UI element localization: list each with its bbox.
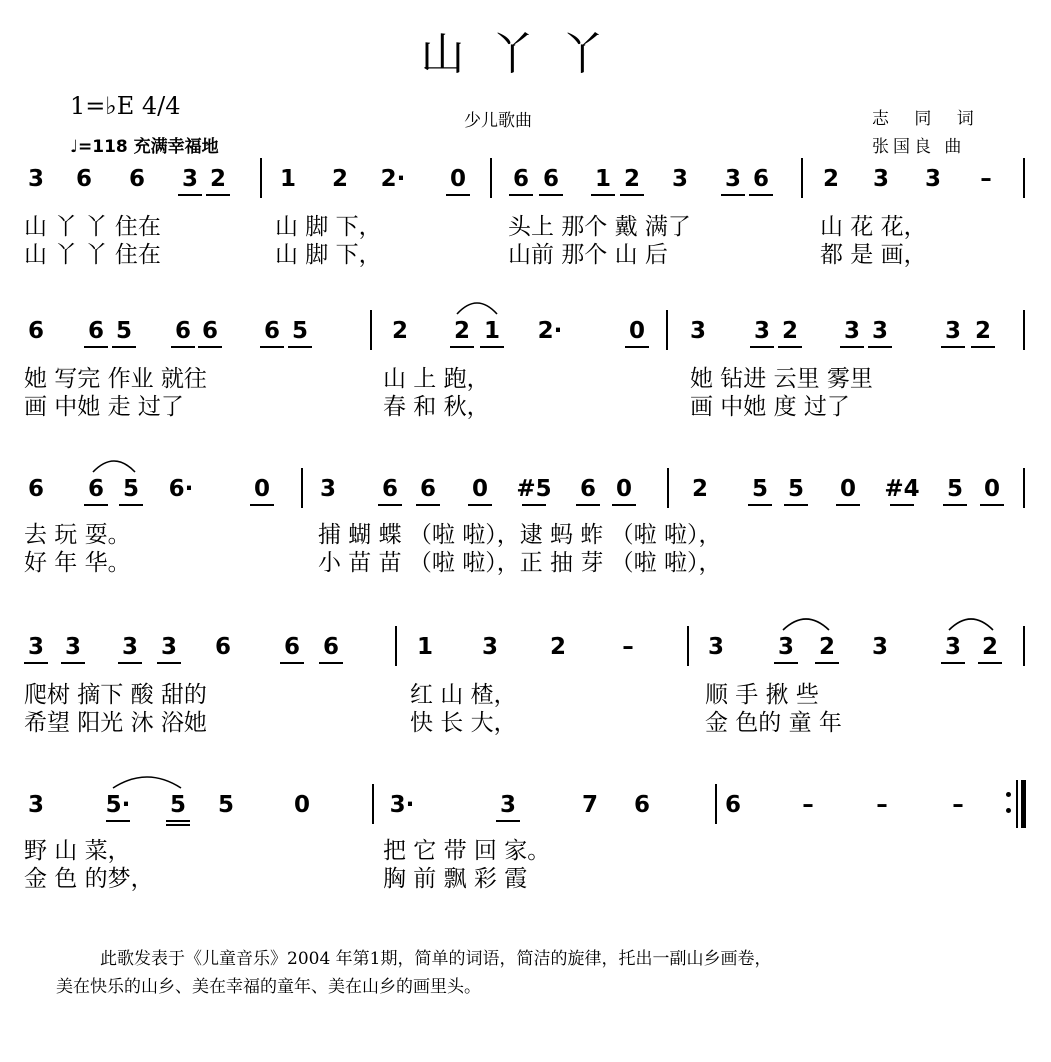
lyric-segment: 她 写完 作业 就往 bbox=[24, 366, 207, 392]
note: 3 bbox=[872, 166, 890, 192]
note: #4 bbox=[884, 476, 920, 502]
note: 6 bbox=[322, 634, 340, 660]
note: 3 bbox=[924, 166, 942, 192]
note: 2 bbox=[331, 166, 349, 192]
bar-line bbox=[260, 158, 262, 198]
note: 6 bbox=[381, 476, 399, 502]
underline-beam bbox=[721, 194, 745, 196]
note: 5 bbox=[169, 792, 187, 818]
note: 1 bbox=[416, 634, 434, 660]
tempo-marking: ♩=118 充满幸福地 bbox=[70, 137, 219, 157]
underline-beam bbox=[198, 346, 222, 348]
note: 6 bbox=[87, 476, 105, 502]
composer-credit: 张国良 曲 bbox=[872, 137, 966, 157]
note: 5 bbox=[217, 792, 235, 818]
note: 3 bbox=[944, 318, 962, 344]
slur bbox=[456, 298, 498, 316]
underline-beam bbox=[943, 504, 967, 506]
underline-beam bbox=[941, 662, 965, 664]
underline-beam bbox=[749, 194, 773, 196]
underline-beam bbox=[748, 504, 772, 506]
underline-beam bbox=[157, 662, 181, 664]
note: 6 bbox=[542, 166, 560, 192]
underline-beam bbox=[166, 820, 190, 822]
underline-beam bbox=[288, 346, 312, 348]
lyric-segment: 山 脚 下， bbox=[275, 242, 382, 268]
note: 2· bbox=[380, 166, 406, 192]
underline-beam bbox=[539, 194, 563, 196]
note: 6 bbox=[633, 792, 651, 818]
lyric-segment: 山 花 花， bbox=[820, 214, 927, 240]
lyricist-credit: 志 同 词 bbox=[872, 109, 984, 129]
lyric-segment: 顺 手 揪 些 bbox=[705, 682, 819, 708]
underline-beam bbox=[112, 346, 136, 348]
slur bbox=[92, 456, 136, 474]
lyric-segment: 胸 前 飘 彩 霞 bbox=[383, 866, 528, 892]
underline-beam bbox=[890, 504, 914, 506]
underline-beam bbox=[378, 504, 402, 506]
underline-beam bbox=[416, 504, 440, 506]
lyric-segment: 她 钻进 云里 雾里 bbox=[690, 366, 873, 392]
note: 3 bbox=[121, 634, 139, 660]
note: 3 bbox=[944, 634, 962, 660]
underline-beam bbox=[178, 194, 202, 196]
lyric-segment: 山 丫 丫 住在 bbox=[24, 242, 161, 268]
note: 2 bbox=[691, 476, 709, 502]
note: 2 bbox=[781, 318, 799, 344]
note: 5 bbox=[291, 318, 309, 344]
note: 2 bbox=[209, 166, 227, 192]
bar-line bbox=[370, 310, 372, 350]
slur bbox=[948, 614, 994, 632]
note: 3 bbox=[724, 166, 742, 192]
underline-beam bbox=[980, 504, 1004, 506]
bar-line bbox=[666, 310, 668, 350]
underline-beam bbox=[206, 194, 230, 196]
bar-line bbox=[395, 626, 397, 666]
footer-note-line-2: 美在快乐的山乡、美在幸福的童年、美在山乡的画里头。 bbox=[56, 977, 481, 997]
note: 1 bbox=[483, 318, 501, 344]
bar-line bbox=[1023, 310, 1025, 350]
note: 2 bbox=[981, 634, 999, 660]
bar-line bbox=[1023, 626, 1025, 666]
underline-beam bbox=[840, 346, 864, 348]
underline-beam bbox=[620, 194, 644, 196]
underline-beam bbox=[84, 346, 108, 348]
lyric-segment: 好 年 华。 bbox=[24, 550, 131, 576]
note: 6 bbox=[27, 476, 45, 502]
lyric-segment: 山前 那个 山 后 bbox=[508, 242, 668, 268]
note: 0 bbox=[983, 476, 1001, 502]
lyric-segment: 画 中她 走 过了 bbox=[24, 394, 184, 420]
underline-beam bbox=[118, 662, 142, 664]
note: 3 bbox=[871, 634, 889, 660]
note: 2 bbox=[391, 318, 409, 344]
lyric-segment: 小 苗 苗 （啦 啦），正 抽 芽 （啦 啦）， bbox=[318, 550, 722, 576]
note: 3 bbox=[27, 634, 45, 660]
bar-line bbox=[1023, 468, 1025, 508]
note: 6· bbox=[168, 476, 194, 502]
note: 3 bbox=[181, 166, 199, 192]
note: 6 bbox=[512, 166, 530, 192]
lyric-segment: 把 它 带 回 家。 bbox=[383, 838, 551, 864]
underline-beam bbox=[61, 662, 85, 664]
note: 3 bbox=[707, 634, 725, 660]
note: 0 bbox=[839, 476, 857, 502]
note: 0 bbox=[628, 318, 646, 344]
lyric-segment: 山 脚 下， bbox=[275, 214, 382, 240]
underline-beam bbox=[774, 662, 798, 664]
note: – bbox=[980, 166, 992, 192]
underline-beam bbox=[750, 346, 774, 348]
underline-beam bbox=[24, 662, 48, 664]
note: 0 bbox=[293, 792, 311, 818]
lyric-segment: 画 中她 度 过了 bbox=[690, 394, 850, 420]
underline-beam bbox=[509, 194, 533, 196]
note: 5· bbox=[105, 792, 131, 818]
underline-beam bbox=[625, 346, 649, 348]
note: 0 bbox=[471, 476, 489, 502]
note: 6 bbox=[724, 792, 742, 818]
note: 3 bbox=[689, 318, 707, 344]
lyric-segment: 山 上 跑， bbox=[383, 366, 490, 392]
note: 2· bbox=[537, 318, 563, 344]
lyric-segment: 野 山 菜， bbox=[24, 838, 131, 864]
bar-line bbox=[687, 626, 689, 666]
note: 5 bbox=[115, 318, 133, 344]
underline-beam bbox=[468, 504, 492, 506]
note: 6 bbox=[579, 476, 597, 502]
note: 2 bbox=[974, 318, 992, 344]
lyric-segment: 头上 那个 戴 满了 bbox=[508, 214, 691, 240]
note: 1 bbox=[279, 166, 297, 192]
note: 2 bbox=[453, 318, 471, 344]
note: 3 bbox=[481, 634, 499, 660]
note: 2 bbox=[818, 634, 836, 660]
bar-line bbox=[667, 468, 669, 508]
note: 5 bbox=[946, 476, 964, 502]
underline-beam bbox=[868, 346, 892, 348]
note: 7 bbox=[581, 792, 599, 818]
note: #5 bbox=[516, 476, 552, 502]
underline-beam bbox=[971, 346, 995, 348]
note: – bbox=[622, 634, 634, 660]
note: 6 bbox=[752, 166, 770, 192]
underline-beam bbox=[119, 504, 143, 506]
note: 3 bbox=[160, 634, 178, 660]
underline-beam bbox=[496, 820, 520, 822]
note: 3 bbox=[671, 166, 689, 192]
underline-beam bbox=[450, 346, 474, 348]
note: – bbox=[876, 792, 888, 818]
note: 3 bbox=[753, 318, 771, 344]
note: 6 bbox=[419, 476, 437, 502]
underline-beam bbox=[480, 346, 504, 348]
note: 2 bbox=[822, 166, 840, 192]
underline-beam bbox=[576, 504, 600, 506]
bar-line bbox=[301, 468, 303, 508]
bar-line bbox=[715, 784, 717, 824]
note: 0 bbox=[615, 476, 633, 502]
note: 6 bbox=[201, 318, 219, 344]
bar-line bbox=[372, 784, 374, 824]
note: 6 bbox=[174, 318, 192, 344]
underline-beam bbox=[591, 194, 615, 196]
underline-beam bbox=[280, 662, 304, 664]
note: 6 bbox=[87, 318, 105, 344]
note: 0 bbox=[449, 166, 467, 192]
lyric-segment: 山 丫 丫 住在 bbox=[24, 214, 161, 240]
note: 3 bbox=[843, 318, 861, 344]
slur bbox=[112, 772, 182, 790]
bar-line bbox=[801, 158, 803, 198]
lyric-segment: 爬树 摘下 酸 甜的 bbox=[24, 682, 207, 708]
note: 5 bbox=[787, 476, 805, 502]
lyric-segment: 都 是 画， bbox=[820, 242, 927, 268]
underline-beam bbox=[941, 346, 965, 348]
key-signature: 1=♭E 4/4 bbox=[70, 92, 181, 120]
note: 6 bbox=[214, 634, 232, 660]
note: 6 bbox=[263, 318, 281, 344]
lyric-segment: 金 色的 童 年 bbox=[705, 710, 842, 736]
underline-beam bbox=[784, 504, 808, 506]
underline-beam bbox=[166, 824, 190, 826]
note: 5 bbox=[751, 476, 769, 502]
note: 3 bbox=[499, 792, 517, 818]
note: 5 bbox=[122, 476, 140, 502]
lyric-segment: 去 玩 耍。 bbox=[24, 522, 131, 548]
end-repeat-sign bbox=[1006, 780, 1028, 828]
note: 3 bbox=[64, 634, 82, 660]
bar-line bbox=[1023, 158, 1025, 198]
underline-beam bbox=[260, 346, 284, 348]
lyric-segment: 快 长 大， bbox=[410, 710, 517, 736]
underline-beam bbox=[84, 504, 108, 506]
note: 3 bbox=[27, 792, 45, 818]
lyric-segment: 金 色 的梦， bbox=[24, 866, 154, 892]
note: – bbox=[952, 792, 964, 818]
underline-beam bbox=[978, 662, 1002, 664]
lyric-segment: 捕 蝴 蝶 （啦 啦），逮 蚂 蚱 （啦 啦）， bbox=[318, 522, 722, 548]
note: 0 bbox=[253, 476, 271, 502]
note: 1 bbox=[594, 166, 612, 192]
lyric-segment: 希望 阳光 沐 浴她 bbox=[24, 710, 207, 736]
underline-beam bbox=[319, 662, 343, 664]
underline-beam bbox=[446, 194, 470, 196]
note: – bbox=[802, 792, 814, 818]
underline-beam bbox=[612, 504, 636, 506]
underline-beam bbox=[250, 504, 274, 506]
song-title: 山丫丫 bbox=[420, 29, 631, 80]
footer-note-line-1: 此歌发表于《儿童音乐》2004 年第1期，简单的词语，简洁的旋律，托出一副山乡画卷， bbox=[100, 949, 772, 969]
lyric-segment: 红 山 楂， bbox=[410, 682, 517, 708]
underline-beam bbox=[778, 346, 802, 348]
note: 2 bbox=[623, 166, 641, 192]
underline-beam bbox=[106, 820, 130, 822]
underline-beam bbox=[836, 504, 860, 506]
genre-label: 少儿歌曲 bbox=[464, 111, 532, 131]
note: 6 bbox=[283, 634, 301, 660]
note: 3 bbox=[871, 318, 889, 344]
note: 6 bbox=[128, 166, 146, 192]
note: 3 bbox=[27, 166, 45, 192]
slur bbox=[782, 614, 830, 632]
note: 3 bbox=[777, 634, 795, 660]
bar-line bbox=[490, 158, 492, 198]
underline-beam bbox=[815, 662, 839, 664]
note: 6 bbox=[27, 318, 45, 344]
underline-beam bbox=[522, 504, 546, 506]
note: 3 bbox=[319, 476, 337, 502]
underline-beam bbox=[171, 346, 195, 348]
note: 2 bbox=[549, 634, 567, 660]
lyric-segment: 春 和 秋， bbox=[383, 394, 490, 420]
note: 3· bbox=[389, 792, 415, 818]
note: 6 bbox=[75, 166, 93, 192]
